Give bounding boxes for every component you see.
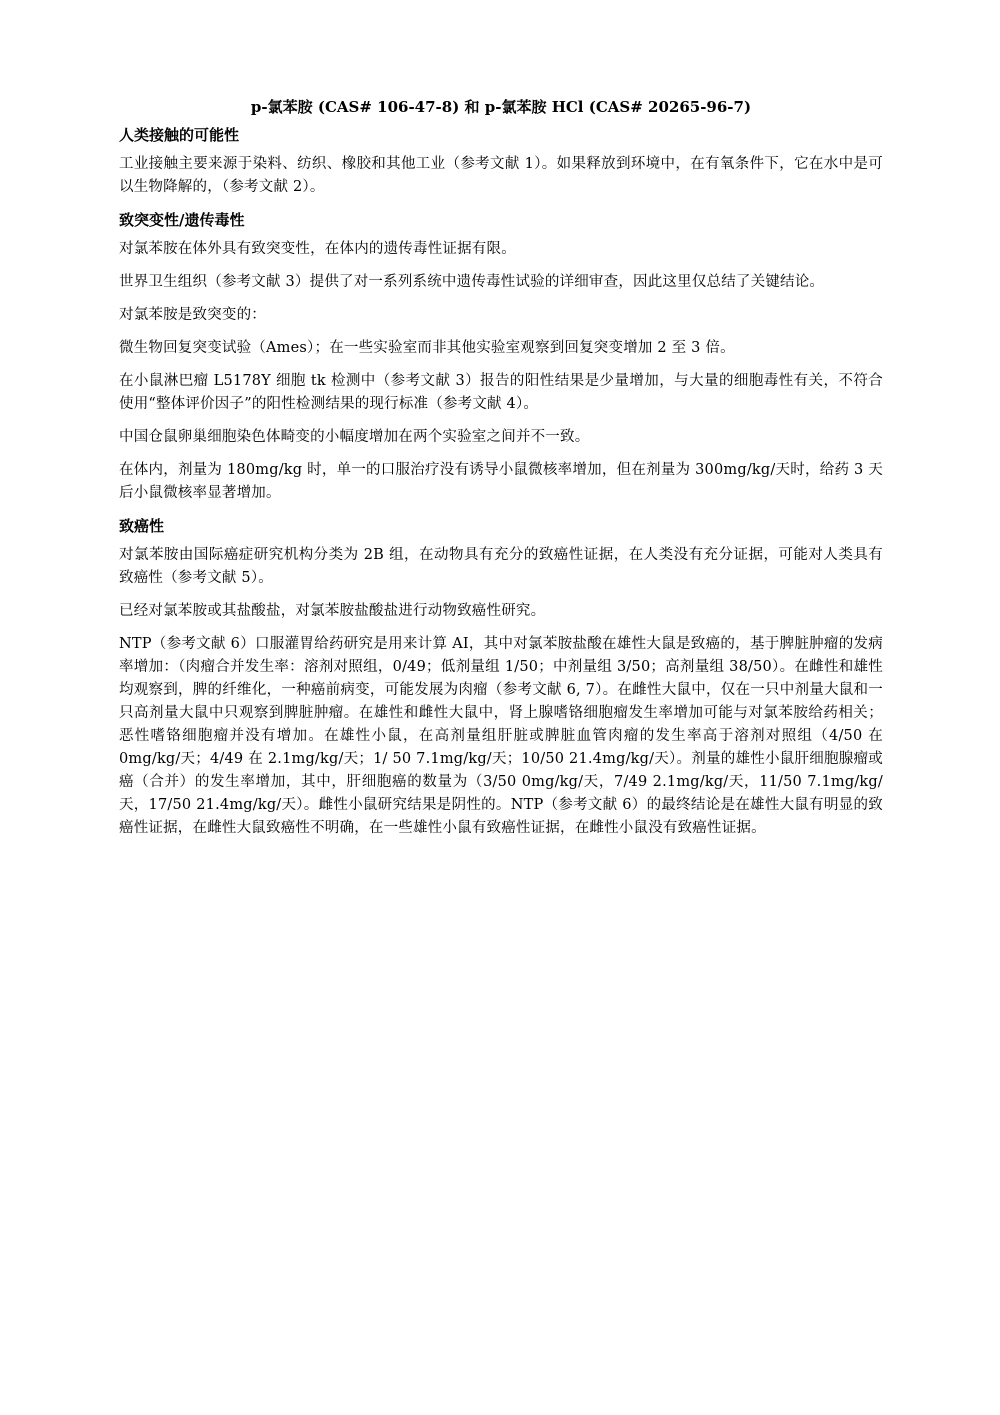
paragraph: 工业接触主要来源于染料、纺织、橡胶和其他工业（参考文献 1）。如果释放到环境中，在有氧条件下，它在水中是可以生物降解的，（参考文献 2）。 <box>119 156 883 195</box>
document-title: p-氯苯胺 (CAS# 106-47-8) 和 p-氯苯胺 HCl (CAS# 20265-96-7) <box>250 98 752 116</box>
paragraph: 对氯苯胺由国际癌症研究机构分类为 2B 组，在动物具有充分的致癌性证据，在人类没有充分证据，可能对人类具有致癌性（参考文献 5）。 <box>119 547 883 586</box>
paragraph: 对氯苯胺在体外具有致突变性，在体内的遗传毒性证据有限。 <box>119 241 516 257</box>
paragraph: 世界卫生组织（参考文献 3）提供了对一系列系统中遗传毒性试验的详细审查，因此这里仅总结了关键结论。 <box>119 274 825 290</box>
section-carcinogenicity <box>119 515 883 840</box>
section-genotoxicity <box>119 209 883 505</box>
paragraph: 在体内，剂量为 180mg/kg 时，单一的口服治疗没有诱导小鼠微核率增加，但在剂量为 300mg/kg/天时，给药 3 天后小鼠微核率显著增加。 <box>119 462 883 501</box>
document-page <box>119 96 883 850</box>
paragraph: 微生物回复突变试验（Ames）；在一些实验室而非其他实验室观察到回复突变增加 2 至 3 倍。 <box>119 340 735 356</box>
section-heading: 致癌性 <box>119 517 165 535</box>
paragraph: 中国仓鼠卵巢细胞染色体畸变的小幅度增加在两个实验室之间并不一致。 <box>119 429 590 445</box>
section-heading: 致突变性/遗传毒性 <box>119 211 245 229</box>
paragraph: 已经对氯苯胺或其盐酸盐，对氯苯胺盐酸盐进行动物致癌性研究。 <box>119 603 546 619</box>
paragraph: 在小鼠淋巴瘤 L5178Y 细胞 tk 检测中（参考文献 3）报告的阳性结果是少量增加，与大量的细胞毒性有关，不符合使用“整体评价因子”的阳性检测结果的现行标准（参考文献 4）。 <box>119 373 883 412</box>
paragraph: NTP（参考文献 6）口服灌胃给药研究是用来计算 AI，其中对氯苯胺盐酸在雄性大鼠是致癌的，基于脾脏肿瘤的发病率增加：（肉瘤合并发生率：溶剂对照组，0/49；低剂量组 1/50；中剂量组 3/50；高剂量组 38/50）。在雌性和雄性均观察到，脾的纤维化，一种癌前病变，可能发展为肉瘤（参考文献 6, 7）。在雌性大鼠中，仅在一只中剂量大鼠和一只高剂量大鼠中只观察到脾脏肿瘤。在雄性和雌性大鼠中，肾上腺嗜铬细胞瘤发生率增加可能与对氯苯胺给药相关；恶性嗜铬细胞瘤并没有增加。在雄性小鼠，在高剂量组肝脏或脾脏血管肉瘤的发生率高于溶剂对照组（4/50 在 0mg/kg/天；4/49 在 2.1mg/kg/天；1/ 50 7.1mg/kg/天；10/50 21.4mg/kg/天）。剂量的雄性小鼠肝细胞腺瘤或癌（合并）的发生率增加，其中，肝细胞癌的数量为（3/50 0mg/kg/天，7/49 2.1mg/kg/天，11/50 7.1mg/kg/天，17/50 21.4mg/kg/天）。雌性小鼠研究结果是阴性的。NTP（参考文献 6）的最终结论是在雄性大鼠有明显的致癌性证据，在雌性大鼠致癌性不明确，在一些雄性小鼠有致癌性证据，在雌性小鼠没有致癌性证据。 <box>119 636 883 836</box>
section-heading: 人类接触的可能性 <box>119 126 240 144</box>
paragraph: 对氯苯胺是致突变的： <box>119 307 266 323</box>
section-human-exposure <box>119 124 883 199</box>
